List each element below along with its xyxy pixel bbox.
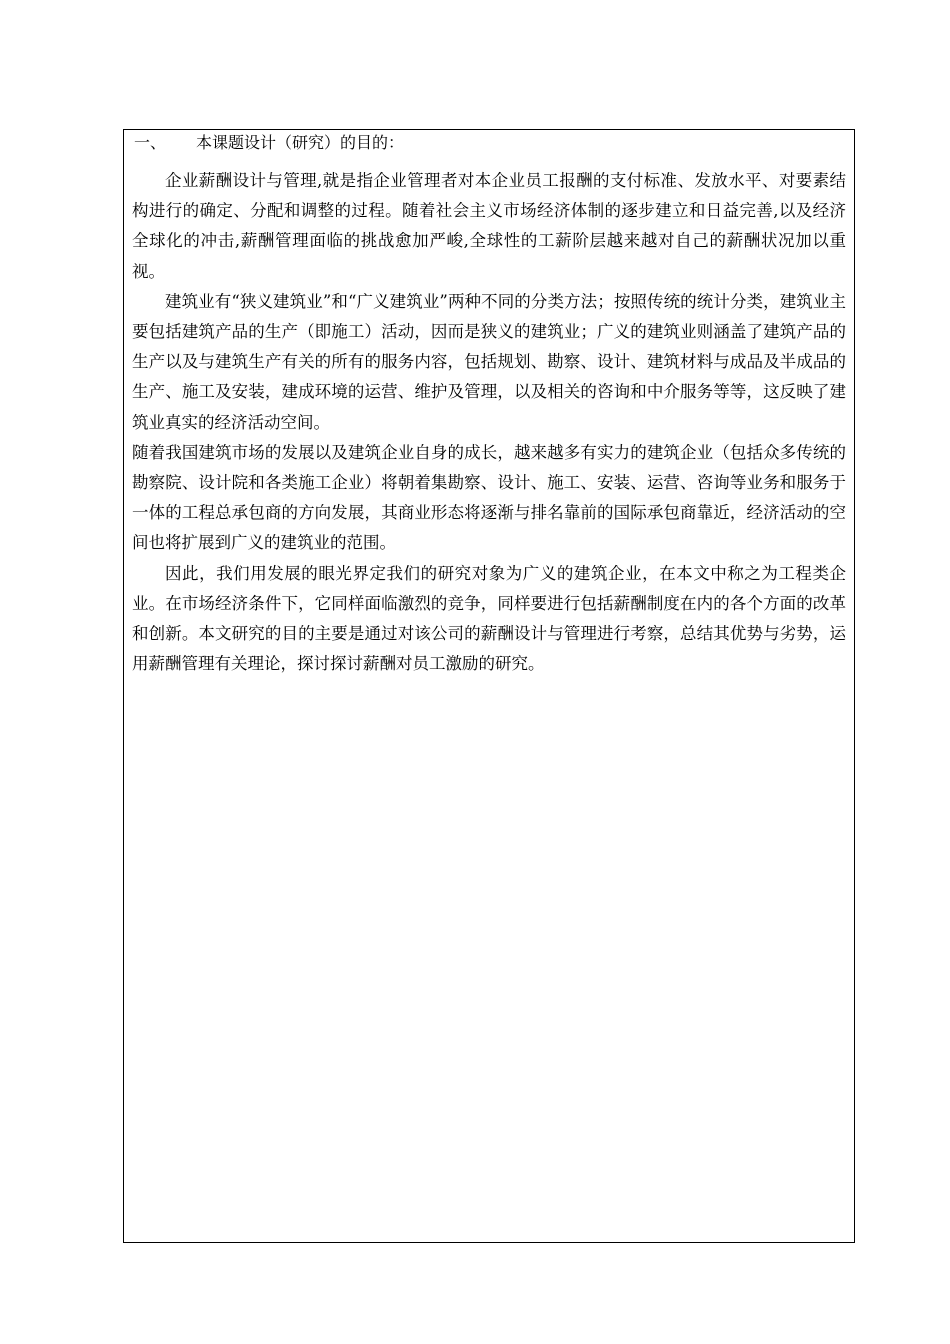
section-heading <box>134 132 404 154</box>
section-title: 本课题设计（研究）的目的： <box>196 133 405 152</box>
section-body <box>132 166 846 679</box>
paragraph: 企业薪酬设计与管理,就是指企业管理者对本企业员工报酬的支付标准、发放水平、对要素结构进行的确定、分配和调整的过程。随着社会主义市场经济体制的逐步建立和日益完善,以及经济全球化的冲击,薪酬管理面临的挑战愈加严峻,全球性的工薪阶层越来越对自己的薪酬状况加以重视。 <box>132 171 846 281</box>
form-box <box>123 129 855 1243</box>
section-number: 一、 <box>134 133 167 152</box>
paragraph: 建筑业有“狭义建筑业”和“广义建筑业”两种不同的分类方法；按照传统的统计分类，建筑业主要包括建筑产品的生产（即施工）活动，因而是狭义的建筑业；广义的建筑业则涵盖了建筑产品的生产以及与建筑生产有关的所有的服务内容，包括规划、勘察、设计、建筑材料与成品及半成品的生产、施工及安装，建成环境的运营、维护及管理，以及相关的咨询和中介服务等等，这反映了建筑业真实的经济活动空间。 <box>132 291 846 432</box>
paragraph: 随着我国建筑市场的发展以及建筑企业自身的成长，越来越多有实力的建筑企业（包括众多传统的勘察院、设计院和各类施工企业）将朝着集勘察、设计、施工、安装、运营、咨询等业务和服务于一体的工程总承包商的方向发展，其商业形态将逐渐与排名靠前的国际承包商靠近，经济活动的空间也将扩展到广义的建筑业的范围。 <box>132 442 846 553</box>
paragraph: 因此，我们用发展的眼光界定我们的研究对象为广义的建筑企业，在本文中称之为工程类企业。在市场经济条件下，它同样面临激烈的竞争，同样要进行包括薪酬制度在内的各个方面的改革和创新。本文研究的目的主要是通过对该公司的薪酬设计与管理进行考察，总结其优势与劣势，运用薪酬管理有关理论，探讨探讨薪酬对员工激励的研究。 <box>132 563 846 674</box>
